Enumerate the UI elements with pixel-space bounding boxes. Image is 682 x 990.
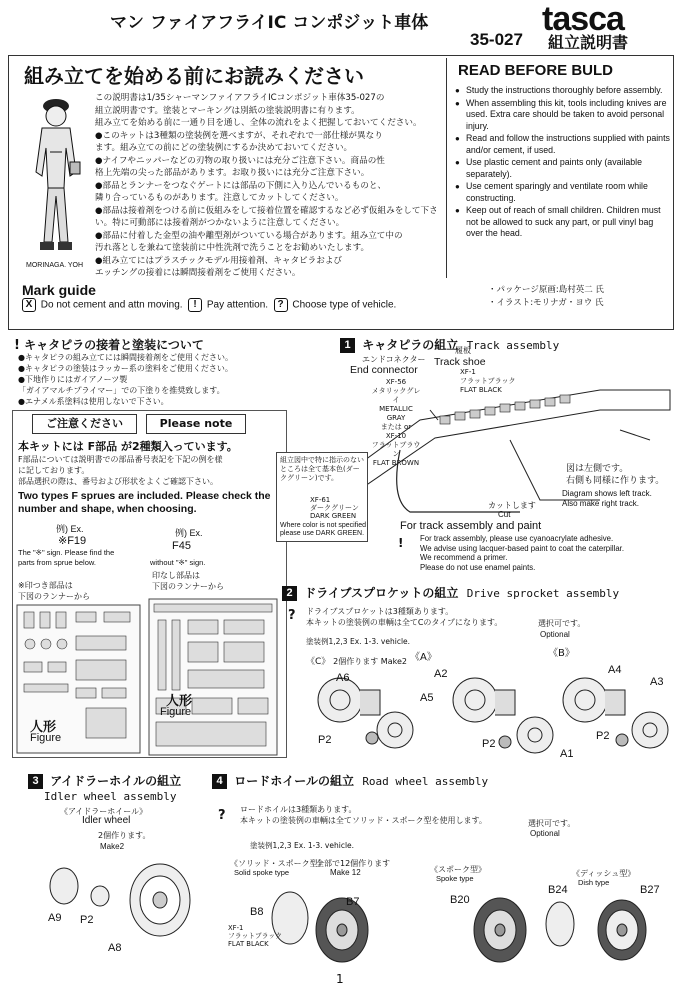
heading-text: キャタピラの接着と塗装について	[24, 338, 204, 352]
part-label: A5	[420, 692, 434, 704]
paint-jp: フラットブラック	[460, 377, 516, 385]
intro-bullets-en	[455, 85, 670, 241]
step-number: 1	[340, 338, 355, 353]
end-connector-jp: エンドコネクター	[362, 355, 426, 364]
attention-icon: !	[188, 298, 202, 312]
paint-or: または or	[380, 423, 412, 431]
mark-label: Pay attention.	[206, 299, 269, 311]
caution-line: F部品については説明書での部品番号表記を下記の例を様	[18, 455, 223, 464]
step-title-jp: ドライブスプロケットの組立	[304, 586, 459, 600]
intro-heading-jp: 組み立てを始める前にお読みください	[24, 64, 364, 88]
paint-en: FLAT BLACK	[460, 386, 502, 394]
figure-label-jp-2: 人形	[166, 694, 193, 709]
intro-line: ●部品とランナーをつなぐゲートには部品の下側に入り込んでいるものと、	[95, 180, 387, 191]
example2-jp2: 下図のランナーから	[152, 582, 224, 591]
part-label: P2	[318, 734, 332, 746]
paint-line: We recommend a primer.	[420, 553, 508, 563]
intro-line: 汚れ落としを兼ねて塗装前に中性洗剤で洗うことをお勧めいたします。	[95, 243, 370, 253]
solid-make-en: Make 12	[330, 868, 361, 877]
kit-number: 35-027	[470, 30, 523, 49]
page-number: 1	[336, 972, 344, 986]
figure-label-en-2: Figure	[160, 706, 192, 718]
step-number: 4	[212, 774, 227, 789]
intro-line: 組み立てを始める前に一通り目を通し、全体の流れをよく把握しておいてください。	[95, 118, 422, 128]
left-note-en	[562, 489, 652, 509]
page-title: マン ファイアフライIC コンポジット車体	[110, 13, 429, 33]
note-line: ドライブスプロケットは3種類あります。	[306, 607, 454, 616]
credit-line: ・パッケージ原画:島村英二 氏	[488, 285, 604, 295]
paint-code: XF-1	[228, 924, 244, 932]
step2-note	[306, 606, 502, 628]
part-label: B20	[450, 894, 470, 906]
part-label: B27	[640, 884, 660, 896]
page-subtitle: 組立説明書	[548, 33, 629, 52]
intro-divider	[446, 58, 447, 278]
paint-line: We advise using lacquer-based paint to coat the caterpillar.	[420, 543, 624, 553]
paint-en: FLAT BLACK	[228, 940, 269, 948]
caution-line: 部品選択の際は、番号および形状をよくご確認下さい。	[18, 477, 218, 486]
step-title-en: Drive sprocket assembly	[466, 587, 620, 600]
part-label: B8	[250, 906, 264, 918]
step4-note	[240, 804, 487, 826]
solid-spoke-jp: 《ソリッド・スポーク型》	[230, 859, 326, 868]
bullet-item: ● Read and follow the instructions supplied with paints and/or cement, if used.	[455, 133, 670, 156]
intro-line: ●このキットは3種類の塗装例を選べますが、それぞれで一部仕様が異なり	[95, 130, 383, 141]
intro-line: ●組み立てにはプラスチックモデル用接着剤、キャタピラおよび	[95, 255, 343, 266]
type-label: 《C》	[306, 657, 331, 667]
mark-label: Choose type of vehicle.	[292, 299, 397, 311]
bullet-item: ● Keep out of reach of small children. Children must not be allowed to suck any part, or pull vinyl bag over the head.	[455, 205, 670, 240]
example2-jp1: 印なし部品は	[152, 571, 200, 580]
step2-optional-jp: 選択可です。	[538, 619, 586, 628]
part-label: P2	[596, 730, 610, 742]
note-line: 本キットの塗装例の車輌は全てソリッド・スポーク型を使用します。	[240, 816, 487, 825]
step-title-jp: アイドラーホイルの組立	[50, 774, 182, 788]
step3-heading	[28, 772, 181, 789]
example2-text: without "※" sign.	[150, 558, 206, 567]
idler-label-en: Idler wheel	[82, 815, 131, 826]
no-cement-icon: X	[22, 298, 36, 312]
step2-a-label: 《A》	[410, 652, 437, 663]
paint-jp: メタリックグレイ	[371, 387, 421, 404]
step4-ex-label: 塗装例1,2,3 Ex. 1-3. vehicle.	[250, 841, 355, 850]
step-title-jp: キャタピラの組立	[362, 338, 459, 352]
intro-line: い。特に可動部には接着剤がつかないように注意してください。	[95, 218, 345, 228]
sprue-f2-illustration	[148, 598, 278, 756]
paint-jp: フラットブラック	[228, 932, 282, 940]
color-note-en: Where color is not specified please use DARK GREEN.	[280, 522, 366, 537]
step-title-jp: ロードホイールの組立	[234, 774, 354, 788]
attention-icon: !	[398, 536, 404, 550]
caution-line: に記しております。	[18, 466, 90, 475]
paint-en: DARK GREEN	[310, 512, 357, 520]
mark-guide-title: Mark guide	[22, 282, 96, 298]
track-paint-heading	[14, 336, 204, 353]
step1-heading	[340, 336, 559, 353]
note-en: Also make right track.	[562, 499, 639, 508]
left-note-jp2: 右側も同様に作ります。	[566, 476, 665, 486]
figure-label-jp-1: 人形	[30, 720, 57, 735]
step3-title-en: Idler wheel assembly	[44, 790, 177, 803]
spoke-type-en: Spoke type	[436, 874, 474, 883]
dish-type-jp: 《ディッシュ型》	[572, 869, 636, 878]
bullet-item: ● Use cement sparingly and ventilate room while constructing.	[455, 181, 670, 204]
idler-make-jp: 2個作ります。	[98, 831, 151, 840]
bullet-item: ● Study the instructions thoroughly before assembly.	[455, 85, 670, 97]
soldier-figure-illustration	[14, 92, 96, 262]
track-paint-notes	[18, 352, 298, 407]
caution-tab-jp: ご注意ください	[32, 414, 137, 434]
part-label: A9	[48, 912, 62, 924]
step2-b-label: 《B》	[548, 648, 575, 659]
step4-optional-jp: 選択可です。	[528, 819, 576, 828]
track-shoe-en: Track shoe	[434, 356, 486, 368]
idler-make-en: Make2	[100, 842, 125, 851]
paint-code: XF-1	[460, 368, 476, 376]
spoke-type-jp: 《スポーク型》	[430, 865, 486, 874]
part-label: A1	[560, 748, 574, 760]
paint-line: Please do not use enamel paints.	[420, 562, 536, 572]
part-label: A8	[108, 942, 122, 954]
intro-line: エッチングの接着には瞬間接着剤をご使用ください。	[95, 268, 301, 278]
end-connector-en: End connector	[350, 364, 418, 376]
paint-en: METALLIC GRAY	[379, 405, 413, 422]
paint-line: For track assembly, please use cyanoacrylate adhesive.	[420, 534, 614, 543]
caution-tab-en: Please note	[146, 414, 246, 434]
part-label: A3	[650, 676, 664, 688]
credit-line: ・イラスト:モリナガ・ヨウ 氏	[488, 298, 604, 308]
note-line: ●下地作りにはガイアノーツ製	[18, 375, 128, 384]
intro-line: ●部品に付着した金型の油や離型剤がついている場合があります。組み立て中の	[95, 230, 403, 241]
note-line: ●キャタピラの塗装はラッカー系の塗料をご使用ください。	[18, 364, 233, 373]
brand-logo: tasca	[542, 0, 624, 38]
road-wheel-paint	[228, 924, 282, 948]
caution-text-jp	[18, 454, 283, 487]
intro-line: 隣り合っているものがあります。注意してカットしてください。	[95, 193, 344, 203]
intro-line: この説明書は1/35シャーマンファイアフライICコンポジット車体35-027の	[95, 93, 385, 103]
color-note-paint	[310, 496, 359, 520]
step-title-en: Road wheel assembly	[362, 775, 489, 788]
step4-heading	[212, 772, 488, 789]
step2-heading	[282, 584, 619, 601]
part-label: B7	[346, 896, 360, 908]
left-note-jp1: 図は左側です。	[566, 464, 629, 474]
intro-line: ●ナイフやニッパーなどの刃物の取り扱いには充分ご注意下さい。商品の性	[95, 155, 385, 166]
track-paint-lines	[420, 534, 624, 572]
credits	[488, 284, 604, 310]
part-label: P2	[482, 738, 496, 750]
mark-label: Do not cement and attn moving.	[40, 299, 183, 311]
choose-icon: ?	[218, 808, 226, 823]
bullet-item: ● Use plastic cement and paints only (available separately).	[455, 157, 670, 180]
note-line: ロードホイルは3種類あります。	[240, 805, 357, 814]
step2-optional-en: Optional	[540, 630, 570, 639]
step2-ex-label: 塗装例1,2,3 Ex. 1-3. vehicle.	[306, 637, 411, 646]
track-shoe-jp: 履板	[455, 346, 471, 355]
part-label: P2	[80, 914, 94, 926]
example2-part: F45	[172, 540, 191, 552]
dish-type-en: Dish type	[578, 878, 610, 887]
step-number: 2	[282, 586, 297, 601]
figure-credit: MORINAGA. YOH	[26, 262, 84, 269]
paint-code: XF-10	[385, 432, 407, 440]
paint-code: XF-56	[385, 378, 407, 386]
solid-make-jp: 全部で12個作ります	[316, 859, 391, 868]
caution-text-en: Two types F sprues are included. Please check the number and shape, when choosing.	[18, 490, 271, 515]
step4-optional-en: Optional	[530, 829, 560, 838]
idler-wheel-illustration	[40, 840, 220, 950]
idler-label-jp: 《アイドラーホイール》	[60, 807, 148, 816]
example1-jp2: 下図のランナーから	[18, 592, 90, 601]
cut-jp: カットします	[488, 501, 536, 510]
note-line: ●キャタピラの組み立てには瞬間接着剤をご使用ください。	[18, 353, 233, 362]
example1-jp1: ※印つき部品は	[18, 581, 73, 590]
track-paint-title: For track assembly and paint	[400, 520, 542, 532]
paint-en: FLAT BROWN	[372, 459, 420, 467]
choose-icon: ?	[274, 298, 288, 312]
note-en: Diagram shows left track.	[562, 489, 652, 498]
intro-line: ●部品は接着剤をつける前に仮組みをして接着位置を確認するなど必ず仮組みをして下さ	[95, 205, 438, 216]
intro-paragraph	[95, 92, 445, 280]
note-line: ●エナメル系塗料は使用しないで下さい。	[18, 397, 169, 406]
part-label: B24	[548, 884, 568, 896]
bullet-item: ● When assembling this kit, tools including knives are used. Extra care should be taken to avoid personal injury.	[455, 98, 670, 133]
example1-part: ※F19	[58, 535, 87, 547]
part-label: A6	[336, 672, 350, 684]
cut-en: Cut	[498, 510, 511, 519]
example2-label: 例) Ex.	[175, 528, 203, 538]
mark-guide-row	[22, 298, 396, 312]
intro-line: ます。組み立ての前にどの塗装例にするか決めておいてください。	[95, 143, 353, 153]
intro-line: 組立説明書です。塗装とマーキングは別紙の塗装説明書に有ります。	[95, 105, 360, 116]
figure-label-en-1: Figure	[30, 732, 62, 744]
intro-line: 格上先端の尖った部品があります。お取り扱いには充分ご注意下さい。	[95, 168, 370, 178]
step-number: 3	[28, 774, 43, 789]
example1-text: The "※" sign. Please find the parts from sprue below.	[18, 548, 115, 567]
color-note-jp: 組立図中で特に指示のないところは全て基本色(ダークグリーン)です。	[280, 456, 364, 482]
caution-heading: 本キットには F部品 が2種類入っています。	[18, 440, 238, 453]
example1-label: 例) Ex.	[56, 524, 84, 534]
choose-icon: ?	[288, 608, 296, 623]
part-label: A2	[434, 668, 448, 680]
paint-jp: ダークグリーン	[310, 504, 359, 512]
intro-heading-en: READ BEFORE BULD	[458, 62, 614, 79]
make-label: 2個作ります Make2	[333, 657, 407, 666]
paint-code: XF-61	[310, 496, 331, 504]
step-title-en: Track assembly	[466, 339, 560, 352]
paint-jp: フラットブラウン	[371, 441, 421, 458]
part-label: A4	[608, 664, 622, 676]
note-line: 「ガイアマルチプライマー」での下塗りを推奨致します。	[18, 386, 225, 395]
solid-spoke-en: Solid spoke type	[234, 868, 290, 877]
attention-icon: !	[14, 338, 20, 353]
note-line: 本キットの塗装例の車輌は全てCのタイプになります。	[306, 618, 503, 627]
